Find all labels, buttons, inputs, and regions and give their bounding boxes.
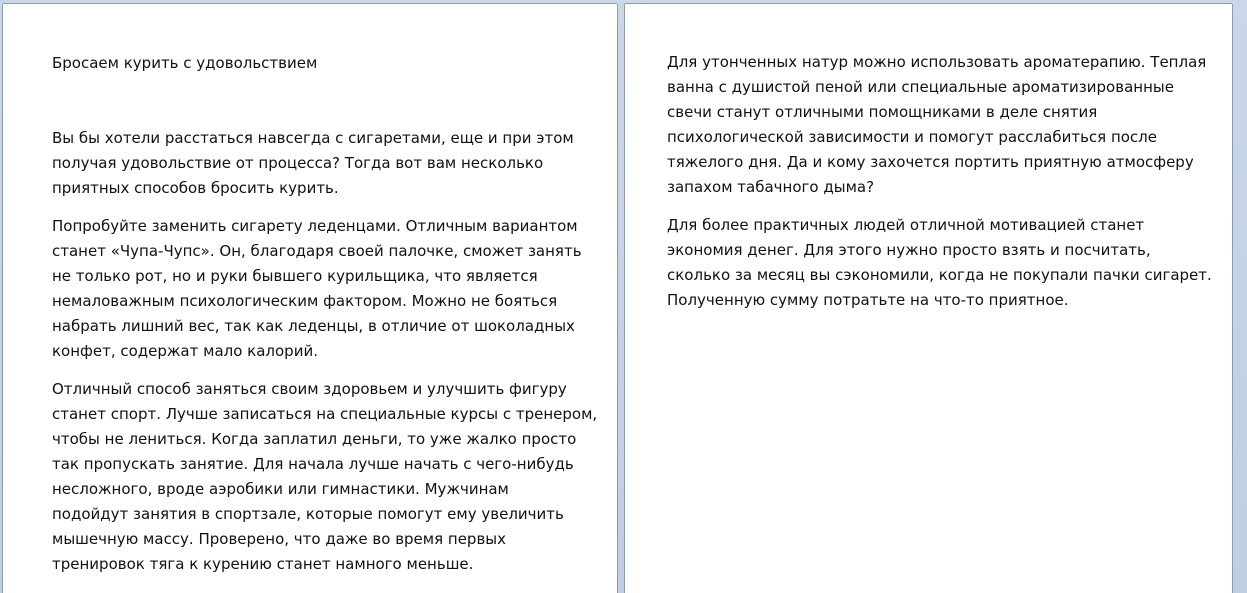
paragraph-lollipops: Попробуйте заменить сигарету леденцами. Отличным вариантом станет «Чупа-Чупс». Он, благодаря своей палочке, сможет занять не только рот, но и руки бывшего курильщика, что является немаловажным психологическим фактором. Можно не бояться набрать лишний вес, так как леденцы, в отличие от шоколадных конфет, содержат мало калорий.: [52, 217, 582, 360]
document-page-right[interactable]: [625, 4, 1232, 593]
paragraph-money: Для более практичных людей отличной мотивацией станет экономия денег. Для этого нужно просто взять и посчитать, сколько за месяц вы сэкономили, когда не покупали пачки сигарет. Полученную сумму потратьте на что-то приятное.: [667, 216, 1212, 309]
paragraph-intro: Вы бы хотели расстаться навсегда с сигаретами, еще и при этом получая удовольствие от процесса? Тогда вот вам несколько приятных способов бросить курить.: [52, 129, 574, 197]
document-page-left[interactable]: [3, 4, 617, 593]
paragraph-sport: Отличный способ заняться своим здоровьем и улучшить фигуру станет спорт. Лучше записаться на специальные курсы с тренером, чтобы не лениться. Когда заплатил деньги, то уже жалко просто так пропускать занятие. Для начала лучше начать с чего-нибудь несложного, вроде аэробики или гимнастики. Мужчинам подойдут занятия в спортзале, которые помогут ему увеличить мышечную массу. Проверено, что даже во время первых тренировок тяга к курению станет намного меньше.: [52, 380, 598, 573]
paragraph-aromatherapy: Для утонченных натур можно использовать ароматерапию. Теплая ванна с душистой пеной или специальные ароматизированные свечи станут отличными помощниками в деле снятия психологической зависимости и помогут расслабиться после тяжелого дня. Да и кому захочется портить приятную атмосферу запахом табачного дыма?: [667, 53, 1207, 196]
document-title: Бросаем курить с удовольствием: [52, 54, 318, 72]
